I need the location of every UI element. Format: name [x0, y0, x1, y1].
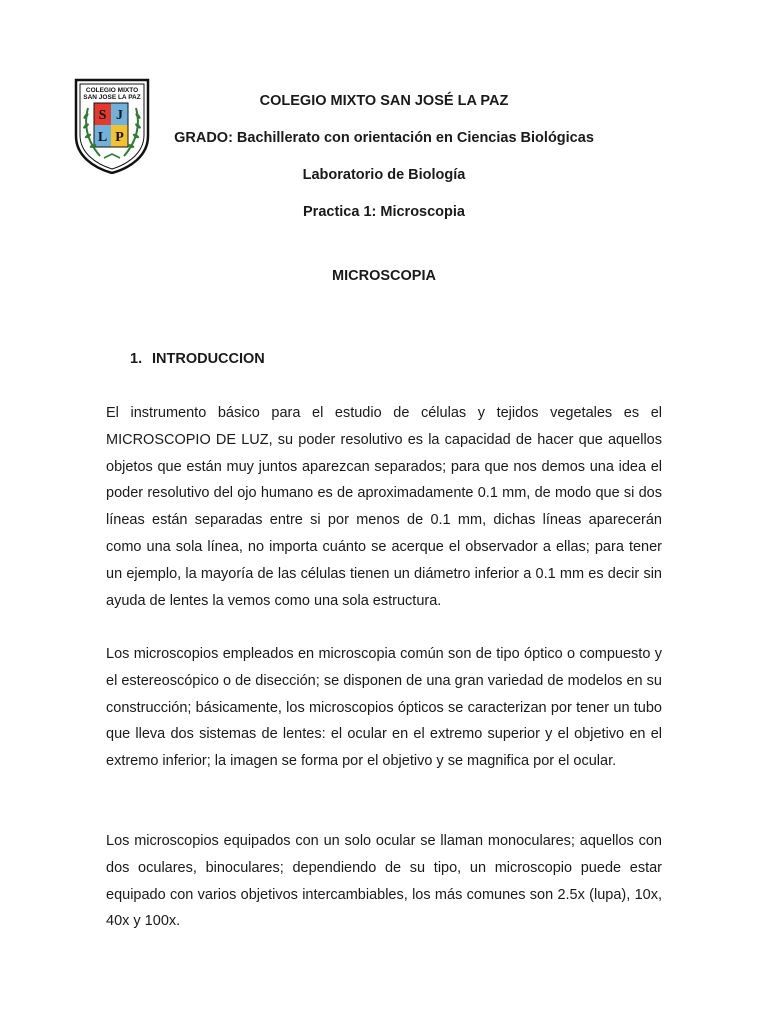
section-number: 1.	[130, 351, 143, 367]
paragraph-2: Los microscopios empleados en microscopia común son de tipo óptico o compuesto y el estereoscópico o de disección; se disponen de una gran variedad de modelos en su construcción; básicamente, los microscopios ópticos se caracterizan por tener un tubo que lleva dos sistemas de lentes: el ocular en el extremo superior y el objetivo en el extremo inferior; la imagen se forma por el objetivo y se magnifica por el ocular.	[106, 646, 662, 770]
crest-top-text-1: COLEGIO MIXTO	[85, 87, 139, 94]
school-name: COLEGIO MIXTO SAN JOSÉ LA PAZ	[259, 93, 509, 109]
crest-top-text-2: SAN JOSE LA PAZ	[83, 94, 141, 101]
crest-letter-p: P	[115, 130, 124, 145]
lab-line: Laboratorio de Biología	[302, 167, 466, 183]
section-title: INTRODUCCION	[152, 351, 265, 367]
crest-letter-s: S	[98, 108, 107, 123]
section-heading	[130, 350, 265, 368]
grade-line: GRADO: Bachillerato con orientación en Ciencias Biológicas	[174, 130, 594, 146]
document-title: MICROSCOPIA	[332, 268, 436, 284]
crest-letter-j: J	[116, 108, 123, 123]
paragraph-1: El instrumento básico para el estudio de células y tejidos vegetales es el MICROSCOPIO DE LUZ, su poder resolutivo es la capacidad de hacer que aquellos objetos que están muy juntos aparezcan separados; para que nos demos una idea el poder resolutivo del ojo humano es de aproximadamente 0.1 mm, de modo que si dos líneas están separadas entre si por menos de 0.1 mm, dichas líneas aparecerán como una sola línea, no importa cuánto se acerque el observador a ellas; para tener un ejemplo, la mayoría de las células tienen un diámetro inferior a 0.1 mm es decir sin ayuda de lentes la vemos como una sola estructura.	[106, 405, 662, 609]
practice-line: Practica 1: Microscopia	[303, 204, 465, 220]
crest-letter-l: L	[97, 130, 108, 145]
paragraph-3: Los microscopios equipados con un solo ocular se llaman monoculares; aquellos con dos oculares, binoculares; dependiendo de su tipo, un microscopio puede estar equipado con varios objetivos intercambiables, los más comunes son 2.5x (lupa), 10x, 40x y 100x.	[106, 833, 662, 930]
